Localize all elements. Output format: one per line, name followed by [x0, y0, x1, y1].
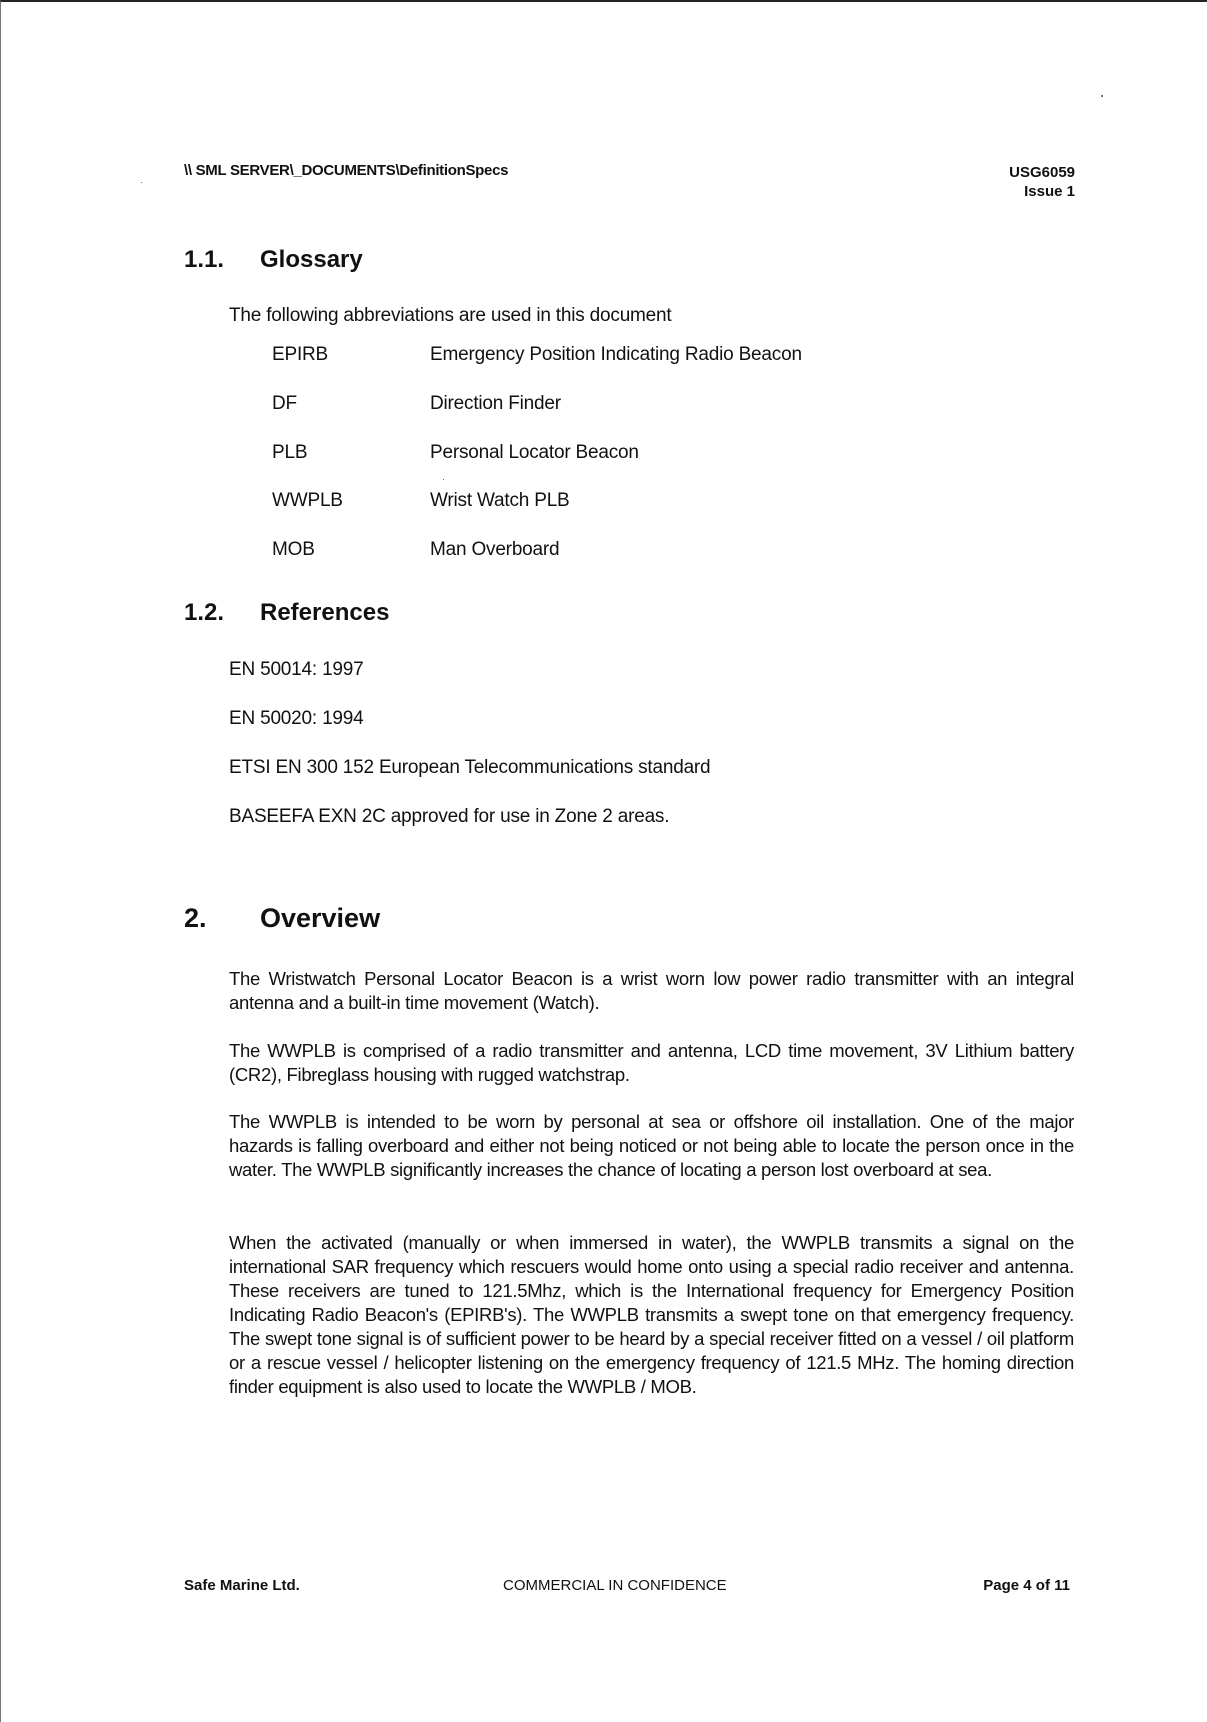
glossary-meaning: Personal Locator Beacon — [430, 442, 639, 463]
overview-paragraph: The Wristwatch Personal Locator Beacon is a wrist worn low power radio transmitter with an integral antenna and a built-in time movement (Watch). — [229, 968, 1074, 1013]
glossary-abbreviation: DF — [272, 393, 297, 414]
glossary-abbreviation: PLB — [272, 442, 308, 463]
glossary-row — [272, 490, 570, 512]
document-id: USG6059 — [1009, 164, 1075, 181]
overview-heading: Overview — [260, 903, 381, 933]
glossary-intro: The following abbreviations are used in this document — [229, 305, 672, 326]
header-file-path: \\ SML SERVER\_DOCUMENTS\DefinitionSpecs — [184, 162, 509, 179]
overview-paragraph: The WWPLB is intended to be worn by personal at sea or offshore oil installation. One of the major hazards is falling overboard and either not being noticed or not being able to locate the person once in the water. The WWPLB significantly increases the chance of locating a person lost overboard at sea. — [229, 1111, 1074, 1180]
reference-item: EN 50020: 1994 — [229, 708, 364, 729]
glossary-row — [272, 393, 561, 415]
footer-company: Safe Marine Ltd. — [184, 1577, 300, 1594]
glossary-row — [272, 442, 639, 464]
glossary-heading: Glossary — [260, 246, 363, 273]
footer-page-number: Page 4 of 11 — [983, 1577, 1070, 1594]
footer-classification: COMMERCIAL IN CONFIDENCE — [503, 1577, 727, 1594]
reference-item: EN 50014: 1997 — [229, 659, 364, 680]
glossary-meaning: Direction Finder — [430, 393, 561, 414]
overview-paragraph: When the activated (manually or when immersed in water), the WWPLB transmits a signal on the international SAR frequency which rescuers would home onto using a special radio receiver and antenna. These receivers are tuned to 121.5Mhz, which is the International frequency for Emergency Position Indicating Radio Beacon's (EPIRB's). The WWPLB transmits a swept tone on that emergency frequency. The swept tone signal is of sufficient power to be heard by a special receiver fitted on a vessel / oil platform or a rescue vessel / helicopter listening on the emergency frequency of 121.5 MHz. The homing direction finder equipment is also used to locate the WWPLB / MOB. — [229, 1232, 1074, 1397]
references-heading: References — [260, 599, 390, 626]
reference-item: ETSI EN 300 152 European Telecommunications standard — [229, 757, 711, 778]
document-issue: Issue 1 — [1024, 183, 1075, 200]
references-section-number: 1.2. — [184, 599, 225, 626]
overview-paragraph: The WWPLB is comprised of a radio transmitter and antenna, LCD time movement, 3V Lithium battery (CR2), Fibreglass housing with rugged watchstrap. — [229, 1040, 1074, 1085]
glossary-section-number: 1.1. — [184, 246, 225, 273]
glossary-row — [272, 539, 559, 561]
glossary-abbreviation: WWPLB — [272, 490, 343, 511]
glossary-meaning: Man Overboard — [430, 539, 560, 560]
glossary-abbreviation: MOB — [272, 539, 315, 560]
scan-speck — [443, 479, 444, 480]
reference-item: BASEEFA EXN 2C approved for use in Zone 2 areas. — [229, 806, 670, 827]
glossary-meaning: Emergency Position Indicating Radio Beacon — [430, 344, 802, 365]
glossary-meaning: Wrist Watch PLB — [430, 490, 570, 511]
glossary-abbreviation: EPIRB — [272, 344, 329, 365]
overview-section-number: 2. — [184, 903, 207, 933]
scan-speck — [1101, 95, 1103, 97]
glossary-row — [272, 344, 802, 366]
header-document-reference — [1009, 163, 1075, 201]
scan-speck — [141, 182, 142, 183]
